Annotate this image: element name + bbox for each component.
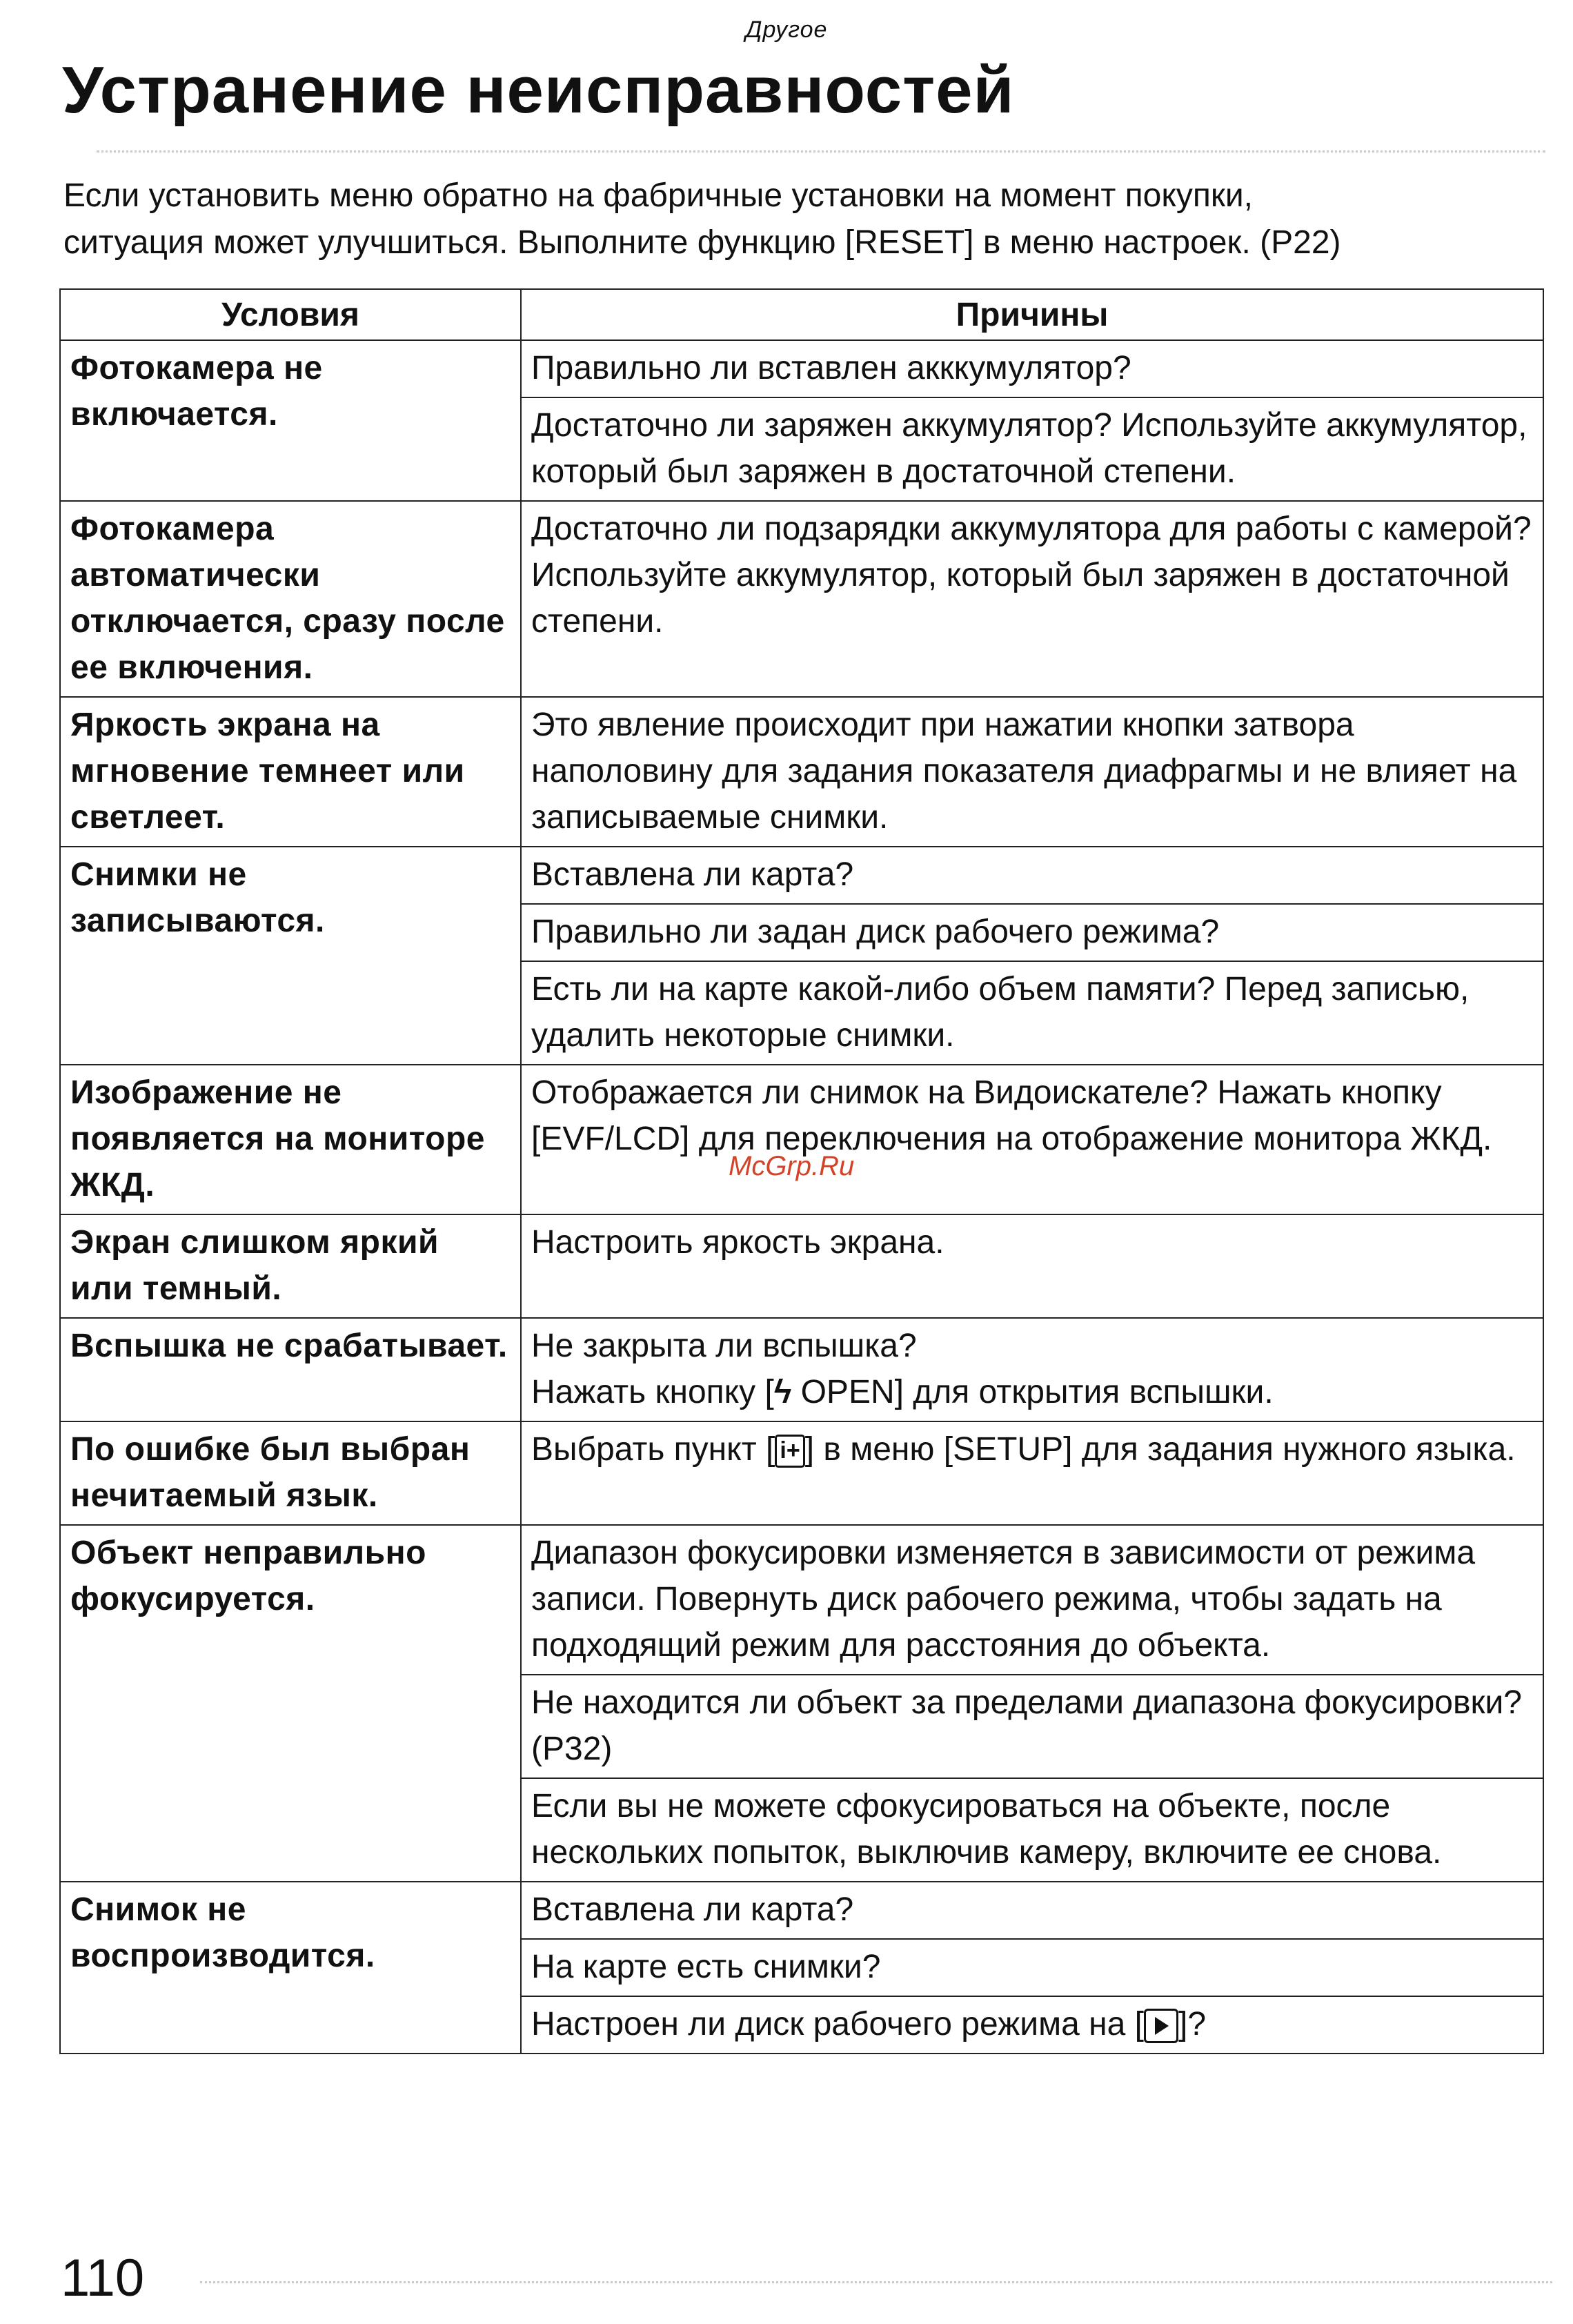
reason-cell [521, 1318, 1543, 1421]
condition-cell: Вспышка не срабатывает. [60, 1318, 521, 1421]
page-title: Устранение неисправностей [62, 53, 1015, 127]
table-row [60, 1525, 1543, 1675]
table-row [60, 1318, 1543, 1421]
reason-cell: Есть ли на карте какой-либо объем памяти? Перед записью, удалить некоторые снимки. [521, 961, 1543, 1065]
reason-cell: Это явление происходит при нажатии кнопки затвора наполовину для задания показателя диафрагмы и не влияет на записываемые снимки. [521, 697, 1543, 847]
reason-cell: Вставлена ли карта? [521, 847, 1543, 904]
reason-cell: Не находится ли объект за пределами диапазона фокусировки? (P32) [521, 1675, 1543, 1778]
table-row [60, 847, 1543, 904]
reason-cell: Правильно ли задан диск рабочего режима? [521, 904, 1543, 961]
table-row [60, 1882, 1543, 1939]
intro-line: Если установить меню обратно на фабричные установки на момент покупки, [63, 177, 1254, 214]
condition-cell: Фотокамера не включается. [60, 340, 521, 501]
reason-cell: Достаточно ли заряжен аккумулятор? Используйте аккумулятор, который был заряжен в достаточной степени. [521, 397, 1543, 501]
reason-line: Не закрыта ли вспышка? [531, 1328, 917, 1364]
watermark: McGrp.Ru [729, 1151, 855, 1181]
section-label: Другое [745, 17, 828, 43]
condition-cell: Экран слишком яркий или темный. [60, 1214, 521, 1318]
table-row [60, 1214, 1543, 1318]
reason-cell: Если вы не можете сфокусироваться на объекте, после нескольких попыток, выключив камеру, включите ее снова. [521, 1778, 1543, 1882]
table-header-row [60, 289, 1543, 340]
language-icon: i+ [775, 1435, 804, 1468]
reason-cell: На карте есть снимки? [521, 1939, 1543, 1996]
reason-cell [521, 1421, 1543, 1525]
table-row [60, 340, 1543, 397]
reason-cell: Вставлена ли карта? [521, 1882, 1543, 1939]
flash-icon: ϟ [773, 1374, 792, 1410]
reason-cell [521, 1996, 1543, 2054]
table-row [60, 697, 1543, 847]
intro-paragraph [63, 173, 1547, 266]
reason-cell: Правильно ли вставлен акккумулятор? [521, 340, 1543, 397]
reason-text: Настроен ли диск рабочего режима на [ [531, 2006, 1144, 2042]
table-row [60, 501, 1543, 697]
reason-text: Выбрать пункт [ [531, 1431, 775, 1468]
reason-text: OPEN] для открытия вспышки. [791, 1374, 1274, 1410]
header-reasons: Причины [521, 289, 1543, 340]
table-row [60, 1421, 1543, 1525]
condition-cell: Объект неправильно фокусируется. [60, 1525, 521, 1882]
dotted-divider [200, 2281, 1552, 2283]
condition-cell: Фотокамера автоматически отключается, сразу после ее включения. [60, 501, 521, 697]
condition-cell: Яркость экрана на мгновение темнеет или светлеет. [60, 697, 521, 847]
page-number: 110 [61, 2249, 145, 2307]
table-row [60, 1065, 1543, 1214]
reason-cell: Настроить яркость экрана. [521, 1214, 1543, 1318]
condition-cell: Изображение не появляется на мониторе ЖКД. [60, 1065, 521, 1214]
reason-cell: Диапазон фокусировки изменяется в зависимости от режима записи. Повернуть диск рабочего режима, чтобы задать на подходящий режим для расстояния до объекта. [521, 1525, 1543, 1675]
reason-text: Нажать кнопку [ [531, 1374, 774, 1410]
condition-cell: Снимок не воспроизводится. [60, 1882, 521, 2054]
reason-cell: Отображается ли снимок на Видоискателе? Нажать кнопку [EVF/LCD] для переключения на отображение монитора ЖКД. [521, 1065, 1543, 1214]
reason-cell: Достаточно ли подзарядки аккумулятора для работы с камерой? Используйте аккумулятор, который был заряжен в достаточной степени. [521, 501, 1543, 697]
dotted-divider [97, 150, 1545, 152]
intro-line: ситуация может улучшиться. Выполните функцию [RESET] в меню настроек. (P22) [63, 224, 1341, 261]
condition-cell: По ошибке был выбран нечитаемый язык. [60, 1421, 521, 1525]
condition-cell: Снимки не записываются. [60, 847, 521, 1065]
reason-line [531, 1369, 1533, 1415]
reason-text: ] в меню [SETUP] для задания нужного языка. [804, 1431, 1516, 1468]
header-conditions: Условия [60, 289, 521, 340]
play-icon [1144, 2009, 1178, 2043]
reason-text: ]? [1178, 2006, 1207, 2042]
